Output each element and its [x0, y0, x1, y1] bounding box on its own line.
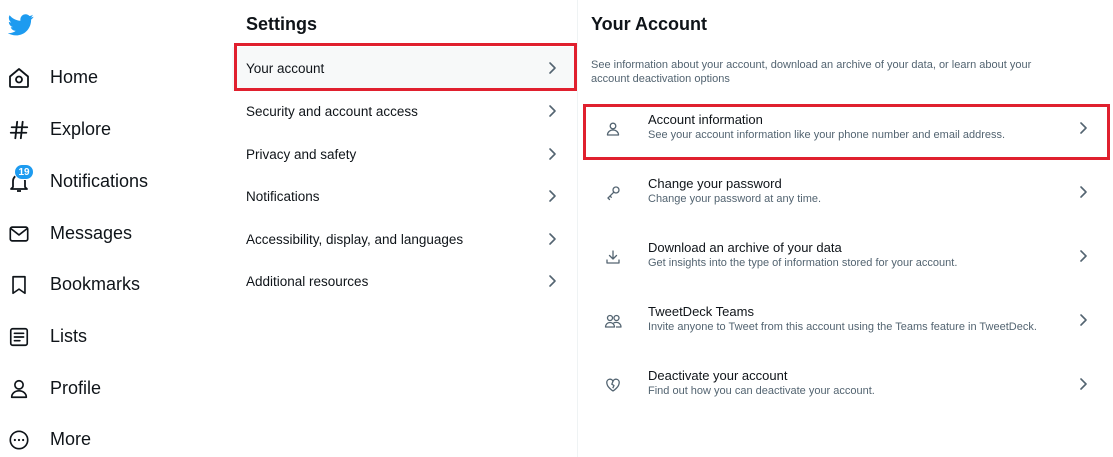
chevron-right-icon: [544, 188, 560, 204]
nav-item-home[interactable]: [0, 54, 215, 102]
twitter-bird-icon: [8, 14, 34, 36]
account-item-subtitle: Find out how you can deactivate your account.: [648, 385, 875, 397]
settings-item-accessibility[interactable]: [232, 218, 578, 262]
chevron-right-icon: [544, 273, 560, 289]
notification-count-badge: 19: [14, 164, 34, 180]
chevron-right-icon: [1075, 184, 1091, 200]
account-item-subtitle: Invite anyone to Tweet from this account using the Teams feature in TweetDeck.: [648, 321, 1037, 333]
chevron-right-icon: [544, 231, 560, 247]
nav-label-more: More: [50, 429, 92, 449]
nav-item-more[interactable]: [0, 416, 215, 457]
settings-panel: [232, 0, 578, 457]
download-icon: [603, 247, 623, 267]
nav-item-explore[interactable]: [0, 106, 215, 154]
settings-item-your-account[interactable]: [232, 47, 578, 91]
settings-item-label: Accessibility, display, and languages: [246, 232, 464, 247]
chevron-right-icon: [1075, 376, 1091, 392]
settings-title: Settings: [246, 14, 318, 34]
nav-item-messages[interactable]: [0, 210, 215, 258]
nav-label-bookmarks: Bookmarks: [50, 274, 141, 294]
hashtag-icon: [6, 117, 32, 143]
chevron-right-icon: [1075, 120, 1091, 136]
account-item-title: Download an archive of your data: [648, 240, 842, 255]
account-item-title: Deactivate your account: [648, 368, 788, 383]
settings-item-label: Security and account access: [246, 104, 418, 119]
more-circle-icon: [6, 427, 32, 453]
chevron-right-icon: [1075, 248, 1091, 264]
envelope-icon: [6, 221, 32, 247]
nav-item-profile[interactable]: [0, 365, 215, 413]
account-item-subtitle: See your account information like your phone number and email address.: [648, 129, 1006, 141]
home-icon: [6, 65, 32, 91]
nav-label-explore: Explore: [50, 119, 112, 139]
nav-label-notifications: Notifications: [50, 171, 149, 191]
settings-item-additional-resources[interactable]: [232, 260, 578, 304]
settings-item-label: Privacy and safety: [246, 147, 357, 162]
chevron-right-icon: [544, 60, 560, 76]
account-item-subtitle: Change your password at any time.: [648, 193, 822, 205]
nav-label-profile: Profile: [50, 378, 102, 398]
people-icon: [603, 311, 623, 331]
your-account-panel: [579, 0, 1113, 457]
nav-label-messages: Messages: [50, 223, 133, 243]
chevron-right-icon: [544, 103, 560, 119]
nav-label-home: Home: [50, 67, 99, 87]
account-item-account-information[interactable]: [585, 102, 1107, 158]
settings-item-privacy[interactable]: [232, 133, 578, 177]
account-item-download-archive[interactable]: [585, 230, 1107, 286]
account-item-tweetdeck-teams[interactable]: [585, 294, 1107, 350]
nav-item-notifications[interactable]: [0, 158, 215, 206]
nav-item-lists[interactable]: [0, 313, 215, 361]
twitter-logo-link[interactable]: [6, 10, 36, 40]
settings-item-label: Your account: [246, 61, 325, 76]
account-item-title: Change your password: [648, 176, 782, 191]
key-icon: [603, 183, 623, 203]
list-icon: [6, 324, 32, 350]
account-item-title: TweetDeck Teams: [648, 304, 754, 319]
chevron-right-icon: [1075, 312, 1091, 328]
nav-label-lists: Lists: [50, 326, 88, 346]
bookmark-icon: [6, 272, 32, 298]
account-item-title: Account information: [648, 112, 763, 127]
nav-item-bookmarks[interactable]: [0, 261, 215, 309]
person-outline-icon: [603, 119, 623, 139]
settings-item-notifications[interactable]: [232, 175, 578, 219]
account-item-deactivate[interactable]: [585, 358, 1107, 414]
settings-item-security[interactable]: [232, 90, 578, 134]
person-icon: [6, 376, 32, 402]
account-title: Your Account: [591, 14, 707, 34]
primary-navigation: [0, 0, 230, 457]
account-description: See information about your account, download an archive of your data, or learn about your account deactivation options: [591, 59, 1032, 85]
account-item-change-password[interactable]: [585, 166, 1107, 222]
chevron-right-icon: [544, 146, 560, 162]
account-item-subtitle: Get insights into the type of information stored for your account.: [648, 257, 958, 269]
broken-heart-icon: [603, 375, 623, 395]
settings-item-label: Notifications: [246, 189, 320, 204]
settings-item-label: Additional resources: [246, 274, 369, 289]
